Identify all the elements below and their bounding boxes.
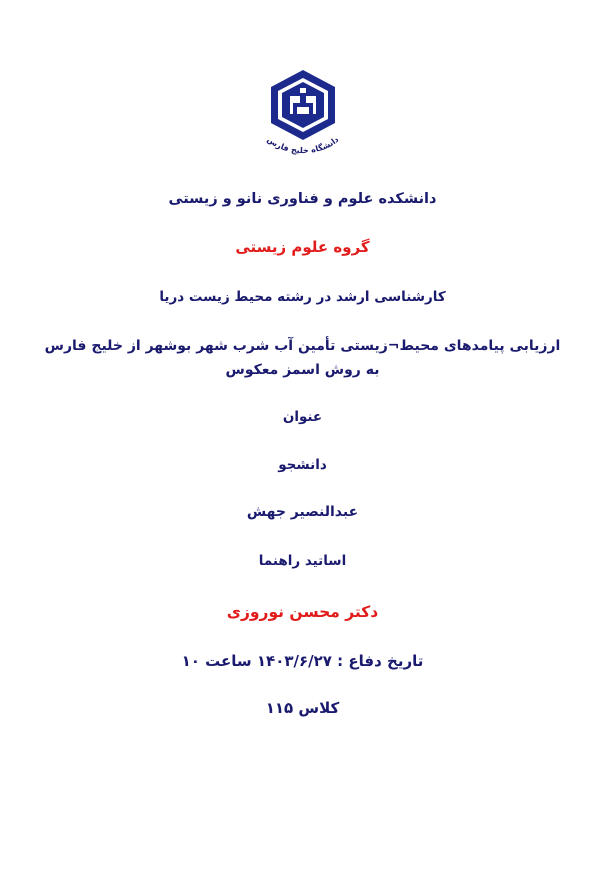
document-page — [0, 62, 605, 883]
university-emblem-icon — [243, 62, 363, 166]
label-advisors: اساتید راهنما — [258, 553, 347, 570]
university-name-text: دانشگاه خلیج فارس — [264, 134, 340, 156]
label-student: دانشجو — [278, 456, 327, 473]
advisor-name: دکتر محسن نوروزی — [226, 603, 379, 622]
label-title: عنوان — [282, 408, 323, 425]
degree-line: کارشناسی ارشد در رشته محیط زیست دریا — [159, 288, 446, 305]
defense-date: تاریخ دفاع : ۱۴۰۳/۶/۲۷ ساعت ۱۰ — [181, 652, 424, 671]
room-number: کلاس ۱۱۵ — [265, 699, 340, 718]
department-name: گروه علوم زیستی — [235, 238, 370, 257]
faculty-name: دانشکده علوم و فناوری نانو و زیستی — [168, 191, 437, 207]
document-content — [0, 188, 605, 721]
thesis-title: ارزیابی پیامدهای محیط¬زیستی تأمین آب شرب شهر بوشهر از خلیج فارس به روش اسمز معکوس — [44, 337, 561, 379]
student-name: عبدالنصیر جهش — [246, 504, 359, 521]
logo-container — [0, 62, 605, 166]
